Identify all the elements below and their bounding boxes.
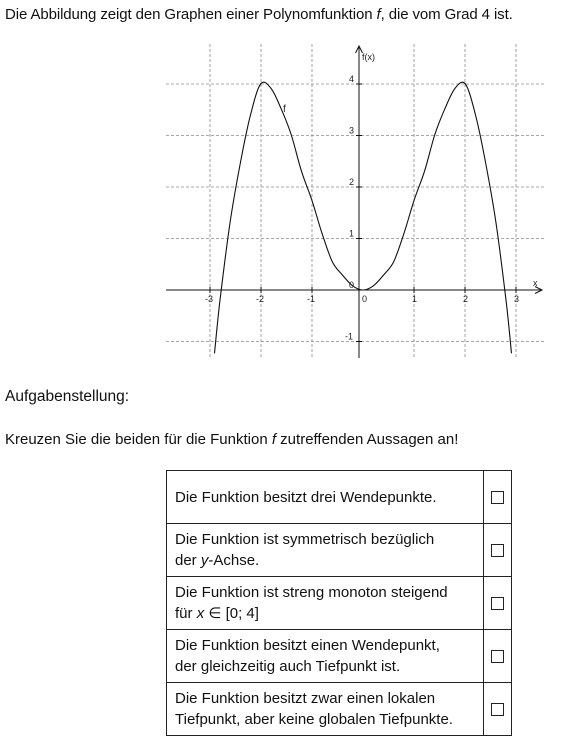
answer-row [167,630,512,683]
x-tick-label: 1 [412,294,418,304]
statement-text: Die Funktion besitzt zwar einen lokalen [175,690,436,707]
y-tick-label: 0 [349,280,355,290]
task-text-part: Kreuzen Sie die beiden für die Funktion [5,431,272,448]
answer-row [167,683,512,736]
answer-checkbox[interactable] [491,650,504,663]
statement-var: y [200,552,209,569]
statement-text: -Achse. [208,552,260,569]
x-tick-label: 0 [362,294,368,304]
answer-row [167,577,512,630]
y-axis-label: f(x) [362,52,375,62]
section-heading: Aufgabenstellung: [5,388,130,405]
statement-var: x [196,605,205,622]
x-axis-label: x [533,278,538,288]
function-curve [215,82,512,353]
curve-label: f [283,104,286,115]
intro-text-part: Die Abbildung zeigt den Graphen einer Polynomfunktion [5,6,377,23]
statement-text: der [175,552,201,569]
task-text-part: zutreffenden Aussagen an! [276,431,459,448]
x-tick-label: -1 [307,294,316,304]
statement-cell [167,683,484,736]
task-function-var: f [271,431,277,448]
y-tick-label: 2 [349,177,355,187]
y-tick-label: -1 [345,331,354,342]
answer-row [167,524,512,577]
statement-cell [167,524,484,577]
checkbox-cell [484,524,512,577]
task-text [5,431,458,448]
statement-cell [167,577,484,630]
y-tick-label: 3 [349,125,355,136]
checkbox-cell [484,471,512,524]
answer-table [166,470,512,736]
y-tick-label: 4 [349,74,355,84]
answer-checkbox[interactable] [491,703,504,716]
statement-text: für [175,605,197,622]
x-tick-label: 2 [463,294,469,304]
statement-text: ∈ [0; 4] [204,605,259,622]
statement-cell [167,471,484,524]
checkbox-cell [484,577,512,630]
statement-text: Die Funktion ist symmetrisch bezüglich [175,531,435,548]
statement-text: Die Funktion ist streng monoton steigend [175,584,448,601]
statement-text: Die Funktion besitzt einen Wendepunkt, [175,637,440,654]
x-tick-label: -2 [256,294,265,304]
grid [166,44,546,358]
checkbox-cell [484,683,512,736]
statement-text: Tiefpunkt, aber keine globalen Tiefpunkte. [175,711,453,728]
function-graph [0,0,574,370]
answer-row [167,471,512,524]
statement-text: der gleichzeitig auch Tiefpunkt ist. [175,658,401,675]
answer-checkbox[interactable] [491,597,504,610]
x-tick-label: -3 [205,294,214,304]
y-tick-label: 1 [349,228,355,239]
intro-function-var: f [376,6,381,23]
x-tick-label: 3 [514,294,520,304]
intro-text-part: , die vom Grad 4 ist. [380,6,513,23]
answer-checkbox[interactable] [491,544,504,557]
statement-cell [167,630,484,683]
checkbox-cell [484,630,512,683]
statement-text: Die Funktion besitzt drei Wendepunkte. [175,488,437,506]
answer-checkbox[interactable] [491,491,504,504]
